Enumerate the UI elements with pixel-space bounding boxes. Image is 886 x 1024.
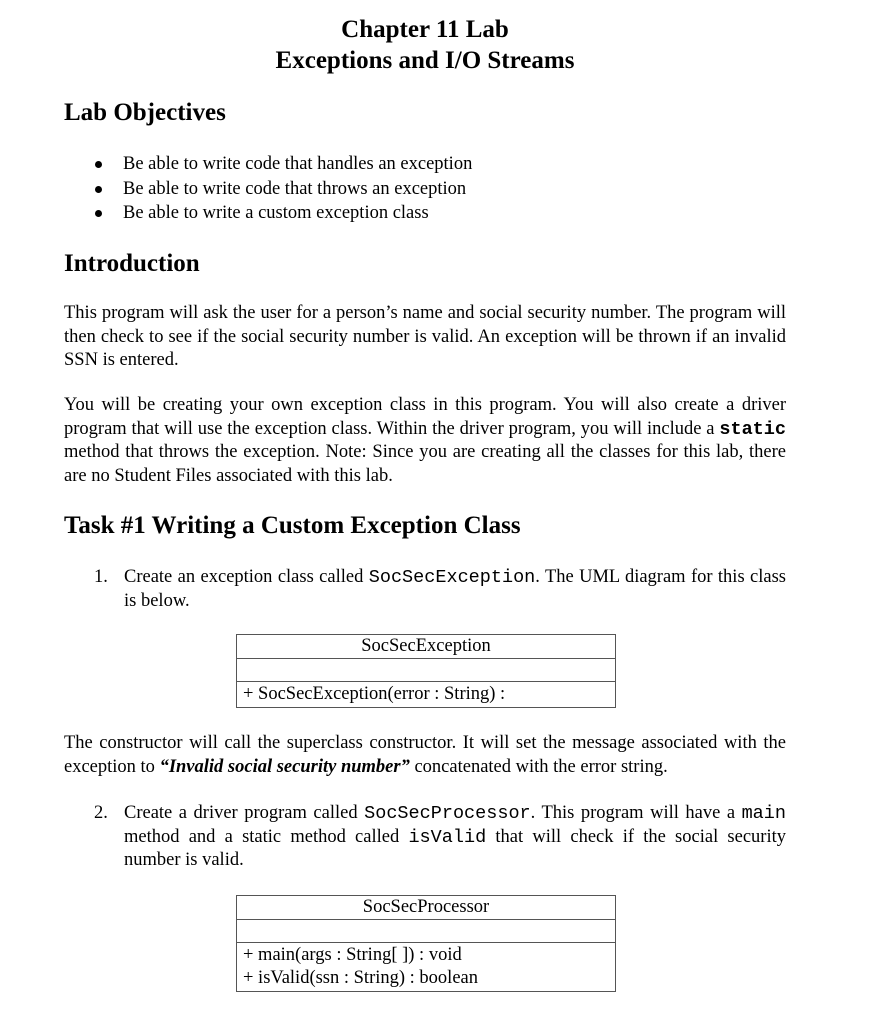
intro-text: You will be creating your own exception class in this program. You will also create a driver program that will use the exception class. Within the driver program, you will include a [64, 395, 786, 439]
note-text: The constructor will call the superclass constructor. It will set the message associated with the exception to [64, 733, 786, 777]
uml-class-name: SocSecException [237, 635, 615, 659]
step-number: 1. [94, 567, 108, 587]
uml-socsecprocessor [236, 895, 616, 992]
uml-attributes [237, 659, 615, 682]
step-text [124, 802, 786, 873]
uml-methods [237, 682, 615, 707]
page-title-line2: Exceptions and I/O Streams [275, 47, 575, 74]
step-number: 2. [94, 803, 108, 823]
step-text-part: . This program will have a [530, 803, 742, 823]
class-name-code: SocSecException [368, 567, 536, 588]
objectives-list [92, 152, 472, 226]
list-item: Be able to write a custom exception class [92, 201, 472, 226]
uml-class-name: SocSecProcessor [237, 896, 615, 920]
step-text-part: . The UML diagram for this class is below. [124, 567, 786, 611]
static-keyword: static [719, 418, 786, 440]
step-text [124, 566, 786, 613]
uml-method: + SocSecException(error : String) : [243, 684, 506, 704]
uml-method: + main(args : String[ ]) : void [243, 945, 462, 965]
uml-socsecexception [236, 634, 616, 708]
intro-text: method that throws the exception. Note: Since you are creating all the classes for this lab, there are no Student Files associated with this lab. [64, 442, 786, 486]
step-text-part: Create an exception class called [124, 567, 369, 587]
step-text-part: that will check if the social security number is valid. [124, 826, 786, 870]
main-method-code: main [741, 803, 786, 824]
note-text: concatenated with the error string. [409, 756, 668, 777]
constructor-note [64, 732, 786, 779]
uml-method: + isValid(ssn : String) : boolean [243, 968, 478, 988]
note-quote: “Invalid social security number” [159, 756, 410, 777]
uml-methods [237, 943, 615, 991]
objectives-heading: Lab Objectives [64, 99, 226, 126]
page-title-line1: Chapter 11 Lab [341, 16, 509, 43]
isvalid-method-code: isValid [408, 826, 487, 848]
introduction-heading: Introduction [64, 250, 200, 277]
uml-attributes [237, 920, 615, 943]
step-text-part: Create a driver program called [124, 803, 365, 823]
list-item: Be able to write code that throws an exception [92, 177, 472, 202]
intro-paragraph-2 [64, 394, 786, 488]
intro-paragraph-1: This program will ask the user for a person’s name and social security number. The program will then check to see if the social security number is valid. An exception will be thrown if an invalid SSN is entered. [64, 303, 786, 370]
step-text-part: method and a static method called [124, 826, 409, 847]
list-item: Be able to write code that handles an exception [92, 152, 472, 177]
task1-heading: Task #1 Writing a Custom Exception Class [64, 512, 521, 539]
task1-step-1 [94, 566, 786, 613]
class-name-code: SocSecProcessor [364, 803, 531, 824]
task1-step-2 [94, 802, 786, 873]
